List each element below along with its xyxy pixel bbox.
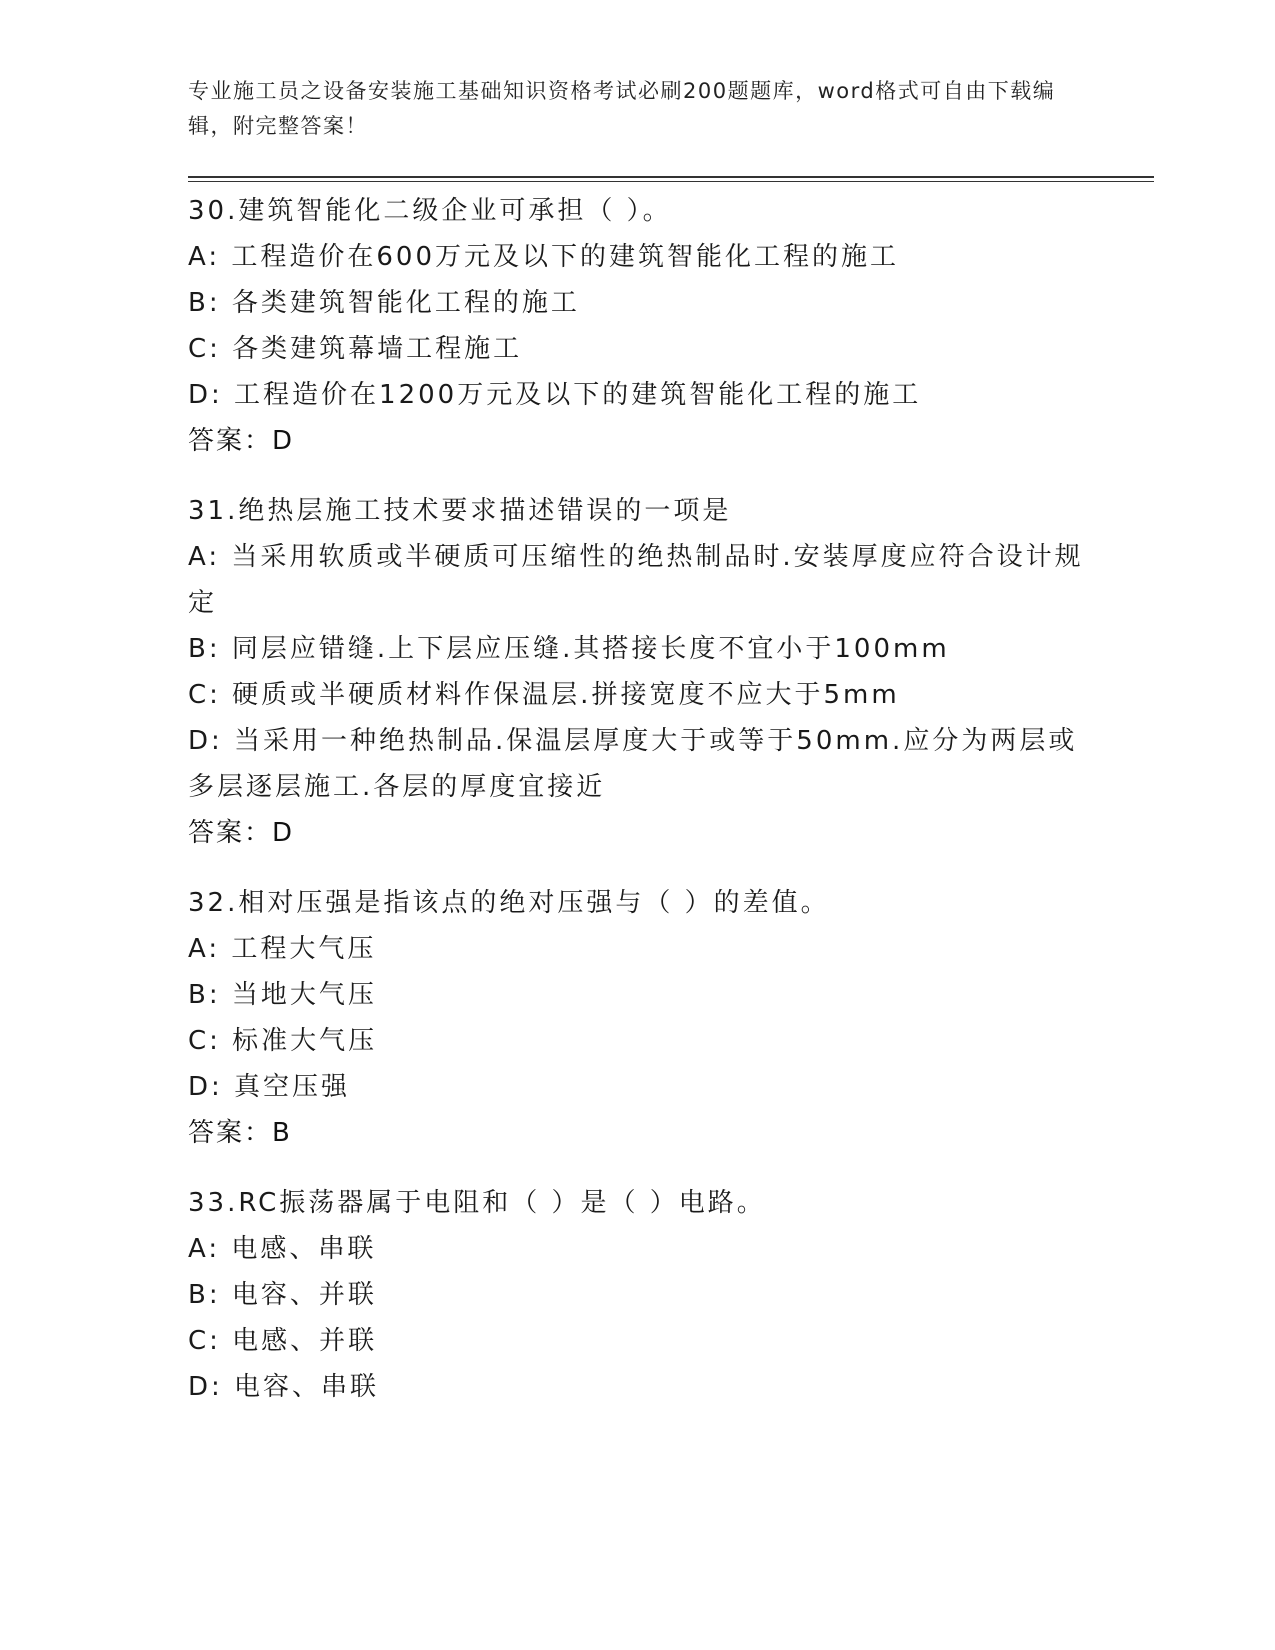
answer-label: 答案：B xyxy=(188,1118,292,1148)
option-d: D: 电容、串联 xyxy=(188,1372,380,1402)
answer-label: 答案：D xyxy=(188,426,295,456)
option-c: C: 标准大气压 xyxy=(188,1026,378,1056)
question-stem: 30.建筑智能化二级企业可承担（ ）。 xyxy=(188,196,672,226)
option-b: B: 当地大气压 xyxy=(188,980,377,1010)
answer-label: 答案：D xyxy=(188,818,295,848)
option-b: B: 同层应错缝.上下层应压缝.其搭接长度不宜小于100mm xyxy=(188,634,950,664)
option-b: B: 各类建筑智能化工程的施工 xyxy=(188,288,580,318)
option-d: D: 当采用一种绝热制品.保温层厚度大于或等于50mm.应分为两层或多层逐层施工.各层的厚度宜接近 xyxy=(188,726,1078,802)
question-30 xyxy=(188,188,1088,464)
option-d: D: 工程造价在1200万元及以下的建筑智能化工程的施工 xyxy=(188,380,922,410)
header-intro-text: 专业施工员之设备安装施工基础知识资格考试必刷200题题库，word格式可自由下载编辑，附完整答案！ xyxy=(188,79,1056,138)
question-33 xyxy=(188,1180,1088,1410)
option-b: B: 电容、并联 xyxy=(188,1280,377,1310)
question-stem: 31.绝热层施工技术要求描述错误的一项是 xyxy=(188,496,732,526)
question-stem: 32.相对压强是指该点的绝对压强与（ ）的差值。 xyxy=(188,888,830,918)
option-c: C: 电感、并联 xyxy=(188,1326,378,1356)
question-32 xyxy=(188,880,1088,1156)
question-31 xyxy=(188,488,1088,856)
option-a: A: 电感、串联 xyxy=(188,1234,377,1264)
question-stem: 33.RC振荡器属于电阻和（ ）是（ ）电路。 xyxy=(188,1188,766,1218)
option-d: D: 真空压强 xyxy=(188,1072,351,1102)
option-a: A: 工程大气压 xyxy=(188,934,377,964)
document-header xyxy=(188,74,1088,144)
header-divider-thick xyxy=(188,176,1154,178)
option-a: A: 当采用软质或半硬质可压缩性的绝热制品时.安装厚度应符合设计规定 xyxy=(188,542,1084,618)
option-a: A: 工程造价在600万元及以下的建筑智能化工程的施工 xyxy=(188,242,899,272)
option-c: C: 各类建筑幕墙工程施工 xyxy=(188,334,523,364)
option-c: C: 硬质或半硬质材料作保温层.拼接宽度不应大于5mm xyxy=(188,680,900,710)
header-divider-thin xyxy=(188,181,1154,182)
question-list xyxy=(188,188,1088,1434)
